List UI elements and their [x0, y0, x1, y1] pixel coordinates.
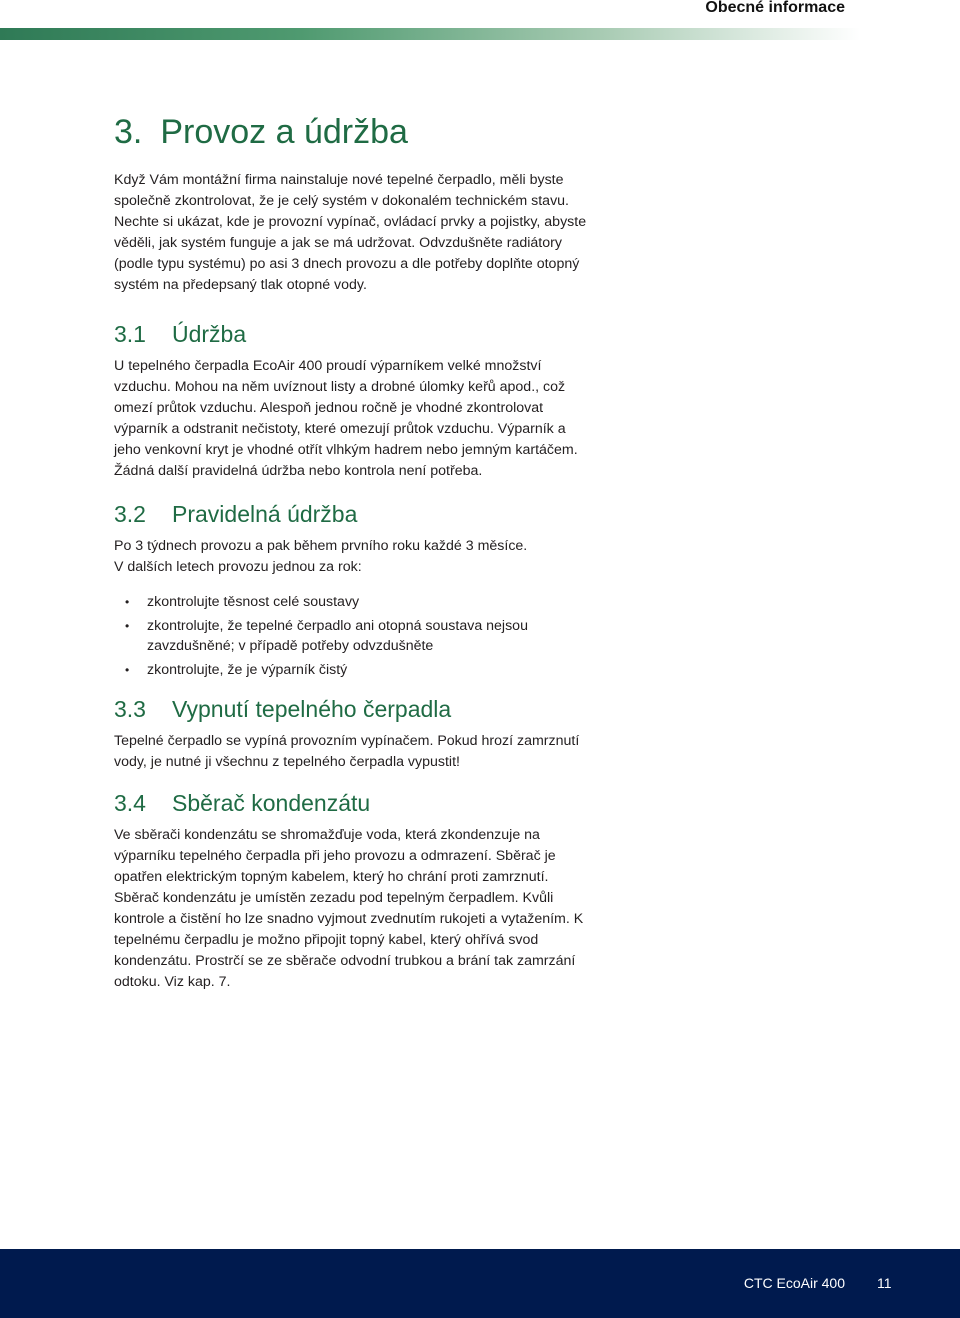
list-item-text: zkontrolujte, že je výparník čistý — [147, 662, 348, 678]
section-heading-sberac — [114, 787, 594, 819]
list-item — [114, 616, 594, 656]
section-heading-pravidelna-udrzba — [114, 498, 594, 530]
section-heading-vypnuti — [114, 693, 594, 725]
section-body-sberac: Ve sběrači kondenzátu se shromažďuje voda, která zkondenzuje na výparníku tepelného čerpadla při jeho provozu a odmrazení. Sběrač je opatřen elektrickým topným kabelem, který ho chrání proti zamrznutí. Sběrač kondenzátu je umístěn zezadu pod tepelným čerpadlem. Kvůli kontrole a čistění ho lze snadno vyjmout zvednutím rukojeti a vytažením. K tepelnému čerpadlu je možno připojit topný kabel, který ohřívá svod kondenzátu. Prostrčí se ze sběrače odvodní trubkou a brání tak zamrzání odtoku. Viz kap. 7. — [114, 827, 584, 990]
bullet-icon: • — [125, 663, 130, 677]
maintenance-checklist — [114, 592, 594, 680]
list-item-text: zkontrolujte těsnost celé soustavy — [147, 594, 360, 610]
section-line-yearly: V dalších letech provozu jednou za rok: — [114, 559, 362, 575]
chapter-number: 3. — [114, 113, 143, 151]
section-body-vypnuti: Tepelné čerpadlo se vypíná provozním vypínačem. Pokud hrozí zamrznutí vody, je nutné ji všechnu z tepelného čerpadla vypustit! — [114, 733, 580, 770]
chapter-title: Provoz a údržba — [160, 113, 408, 151]
section-title: Pravidelná údržba — [172, 501, 358, 527]
section-number: 3.2 — [114, 501, 146, 527]
chapter-heading — [114, 108, 594, 156]
running-header: Obecné informace — [705, 0, 845, 16]
chapter-intro: Když Vám montážní firma nainstaluje nové tepelné čerpadlo, měli byste společně zkontrolovat, že je celý systém v dokonalém technickém stavu. Nechte si ukázat, kde je provozní vypínač, ovládací prvky a pojistky, abyste věděli, jak systém funguje a jak se má udržovat. Odvzdušněte radiátory (podle typu systému) po asi 3 dnech provozu a dle potřeby doplňte otopný systém na předepsaný tlak otopné vody. — [114, 172, 587, 293]
page-number: 11 — [877, 1275, 892, 1291]
header-gradient-bar — [0, 28, 860, 40]
footer-product-name: CTC EcoAir 400 — [743, 1275, 845, 1291]
section-title: Vypnutí tepelného čerpadla — [172, 696, 452, 722]
list-item-text: zkontrolujte, že tepelné čerpadlo ani otopná soustava nejsou zavzdušněné; v případě potřeby odvzdušněte — [147, 618, 528, 654]
section-title: Sběrač kondenzátu — [172, 790, 371, 816]
section-number: 3.3 — [114, 696, 146, 722]
section-heading-udrzba — [114, 318, 594, 350]
bullet-icon: • — [125, 595, 130, 609]
section-number: 3.4 — [114, 790, 146, 816]
section-number: 3.1 — [114, 321, 146, 347]
section-title: Údržba — [172, 321, 247, 347]
list-item — [114, 660, 594, 680]
page-content — [114, 108, 594, 993]
section-body-udrzba: U tepelného čerpadla EcoAir 400 proudí výparníkem velké množství vzduchu. Mohou na něm uvíznout listy a drobné úlomky keřů apod., což omezí průtok vzduchu. Alespoň jednou ročně je vhodné zkontrolovat výparník a odstranit nečistoty, které omezují průtok vzduchu. Výparník a jeho venkovní kryt je vhodné otřít vlhkým hadrem nebo jemným kartáčem. Žádná další pravidelná údržba nebo kontrola není potřeba. — [114, 358, 578, 479]
bullet-icon: • — [125, 619, 130, 633]
list-item — [114, 592, 594, 612]
section-line-schedule: Po 3 týdnech provozu a pak během prvního roku každé 3 měsíce. — [114, 538, 528, 554]
